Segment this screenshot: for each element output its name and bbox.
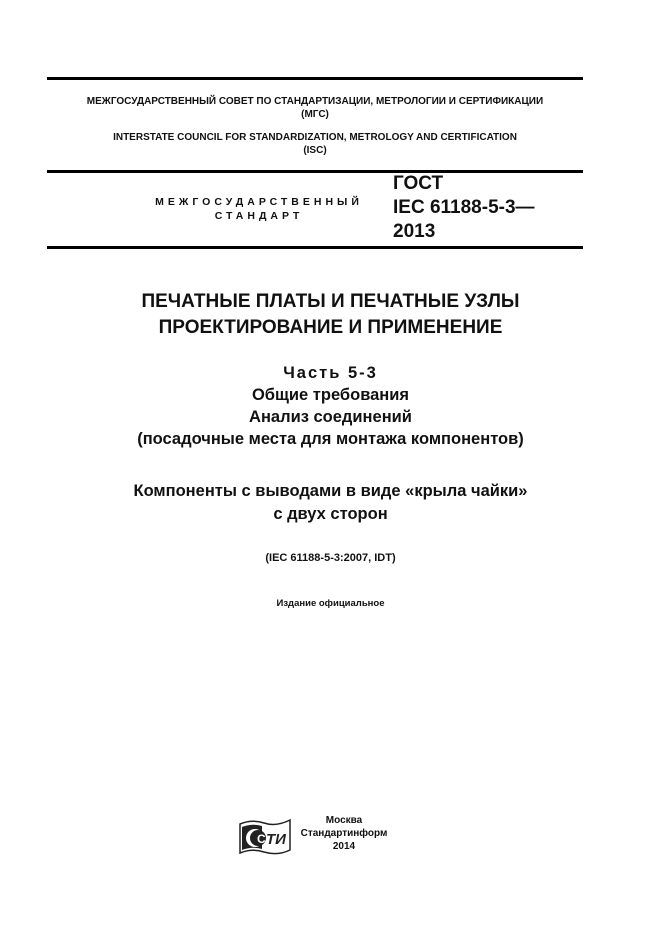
title-line1: ПЕЧАТНЫЕ ПЛАТЫ И ПЕЧАТНЫЕ УЗЛЫ xyxy=(141,291,520,312)
standartinform-logo-icon xyxy=(238,818,292,856)
standard-label-line2: СТАНДАРТ xyxy=(214,210,304,222)
edition-label: Издание официальное xyxy=(276,598,385,609)
standard-number-code: IEC 61188-5-3— xyxy=(393,197,535,218)
part-line1: Общие требования xyxy=(251,386,410,404)
identity-reference: (IEC 61188-5-3:2007, IDT) xyxy=(265,552,396,564)
standard-label-line1: МЕЖГОСУДАРСТВЕННЫЙ xyxy=(155,196,363,208)
subtitle-line1: Компоненты с выводами в виде «крыла чайки» xyxy=(133,482,528,500)
svg-text:С: С xyxy=(257,832,266,846)
publisher-info xyxy=(298,814,390,853)
council-en-abbr: (ISC) xyxy=(303,145,327,156)
standard-number-year: 2013 xyxy=(393,221,436,242)
part-description xyxy=(40,384,621,450)
document-subtitle xyxy=(40,480,621,526)
part-line2: Анализ соединений xyxy=(249,408,412,426)
council-ru-abbr: (МГС) xyxy=(301,109,329,120)
title-line2: ПРОЕКТИРОВАНИЕ И ПРИМЕНЕНИЕ xyxy=(158,317,503,338)
standard-number-prefix: ГОСТ xyxy=(393,173,444,194)
standard-type-label xyxy=(130,195,388,223)
svg-text:ТИ: ТИ xyxy=(266,831,286,848)
council-ru-line: МЕЖГОСУДАРСТВЕННЫЙ СОВЕТ ПО СТАНДАРТИЗАЦИИ, МЕТРОЛОГИИ И СЕРТИФИКАЦИИ xyxy=(86,96,544,107)
council-name-en xyxy=(47,131,583,157)
publisher-year: 2014 xyxy=(332,841,356,852)
document-title xyxy=(40,289,621,341)
publisher-city: Москва xyxy=(325,815,363,826)
council-name-ru xyxy=(47,95,583,121)
subtitle-line2: с двух сторон xyxy=(273,505,388,523)
top-rule xyxy=(47,77,583,80)
bottom-rule xyxy=(47,246,583,249)
part-label: Часть 5-3 xyxy=(283,364,378,382)
council-en-line: INTERSTATE COUNCIL FOR STANDARDIZATION, METROLOGY AND CERTIFICATION xyxy=(113,132,517,143)
part-line3: (посадочные места для монтажа компонентов) xyxy=(137,430,524,448)
publisher-name: Стандартинформ xyxy=(300,828,388,839)
standard-number xyxy=(393,172,535,244)
